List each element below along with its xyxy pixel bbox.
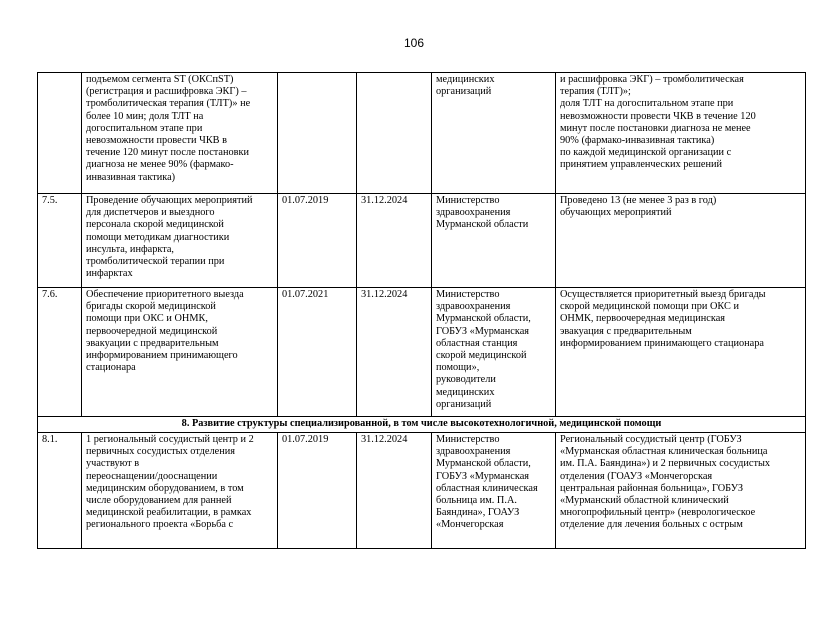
result-cell: Осуществляется приоритетный выезд бригады скорой медицинской помощи при ОКС и ОНМК, первоочередная медицинская эвакуация с предварительным информированием принимающего стационара [556, 288, 806, 417]
table-row [38, 288, 806, 417]
end-date-cell: 31.12.2024 [357, 433, 432, 549]
activity-cell: Обеспечение приоритетного выезда бригады скорой медицинской помощи при ОКС и ОНМК, первоочередной медицинской эвакуации с предварительным информированием принимающего стационара [82, 288, 278, 417]
table-row [38, 194, 806, 288]
row-number-cell: 8.1. [38, 433, 82, 549]
section-header-row [38, 417, 806, 433]
table-row [38, 433, 806, 549]
responsible-cell: медицинских организаций [432, 73, 556, 194]
result-cell: Проведено 13 (не менее 3 раз в год) обучающих мероприятий [556, 194, 806, 288]
page-number: 106 [403, 36, 425, 50]
activity-cell: Проведение обучающих мероприятий для диспетчеров и выездного персонала скорой медицинской помощи методикам диагностики инсульта, инфаркта, тромболитической терапии при инфарктах [82, 194, 278, 288]
start-date-cell: 01.07.2019 [278, 433, 357, 549]
end-date-cell: 31.12.2024 [357, 288, 432, 417]
activity-cell: 1 региональный сосудистый центр и 2 первичных сосудистых отделения участвуют в переоснащении/дооснащении медицинским оборудованием, в том числе оборудованием для ранней медицинской реабилитации, в рамках регионального проекта «Борьба с [82, 433, 278, 549]
row-number-cell: 7.5. [38, 194, 82, 288]
table-row [38, 73, 806, 194]
section-title: 8. Развитие структуры специализированной, в том числе высокотехнологичной, медицинской помощи [38, 417, 806, 433]
result-cell: Региональный сосудистый центр (ГОБУЗ «Мурманская областная клиническая больница им. П.А. Баяндина») и 2 первичных сосудистых отделения (ГОАУЗ «Мончегорская центральная районная больница», ГОБУЗ «Мурманский областной клинический многопрофильный центр» (неврологическое отделение для лечения больных с острым [556, 433, 806, 549]
start-date-cell: 01.07.2019 [278, 194, 357, 288]
start-date-cell: 01.07.2021 [278, 288, 357, 417]
activities-table [37, 72, 806, 549]
end-date-cell: 31.12.2024 [357, 194, 432, 288]
end-date-cell [357, 73, 432, 194]
start-date-cell [278, 73, 357, 194]
responsible-cell: Министерство здравоохранения Мурманской области, ГОБУЗ «Мурманская областная станция скорой медицинской помощи», руководители медицинских организаций [432, 288, 556, 417]
responsible-cell: Министерство здравоохранения Мурманской области, ГОБУЗ «Мурманская областная клиническая больница им. П.А. Баяндина», ГОАУЗ «Мончегорская [432, 433, 556, 549]
activity-cell: подъемом сегмента ST (ОКСпST) (регистрация и расшифровка ЭКГ) – тромболитическая терапия (ТЛТ)» не более 10 мин; доля ТЛТ на догоспитальном этапе при невозможности провести ЧКВ в течение 120 минут после постановки диагноза не менее 90% (фармако- инвазивная тактика) [82, 73, 278, 194]
row-number-cell: 7.6. [38, 288, 82, 417]
responsible-cell: Министерство здравоохранения Мурманской области [432, 194, 556, 288]
result-cell: и расшифровка ЭКГ) – тромболитическая терапия (ТЛТ)»; доля ТЛТ на догоспитальном этапе при невозможности провести ЧКВ в течение 120 минут после постановки диагноза не менее 90% (фармако-инвазивная тактика) по каждой медицинской организации с принятием управленческих решений [556, 73, 806, 194]
row-number-cell [38, 73, 82, 194]
